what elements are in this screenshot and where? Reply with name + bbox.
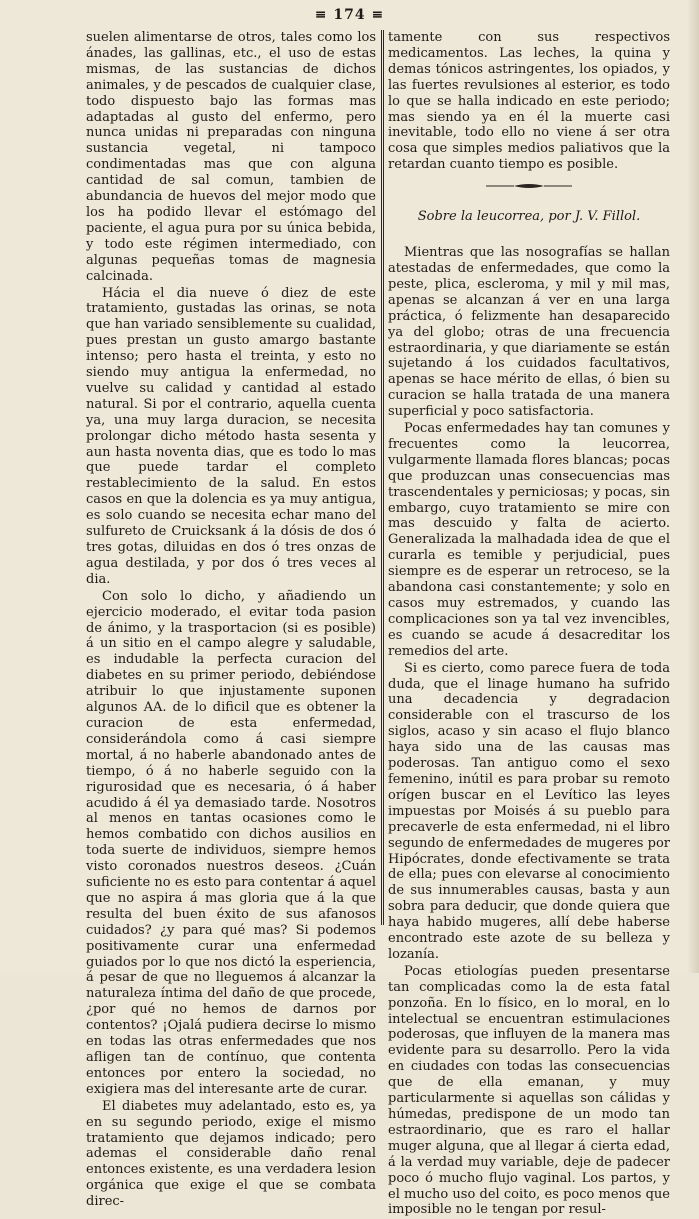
right-paragraph-1: Mientras que las nosografías se hallan atestadas de enfermedades, que como la peste, plica, escleroma, y mil y mil mas, apenas se alcanzan á ver en una larga práctica, ó felizmente han desaparecido ya del globo; otras de una frecuencia estraordinaria, y que diariamente se están sujetando á los cuidados facultativos, apenas se hace mérito de ellas, ó bien su curacion se halla tratada de una manera superficial y poco satisfactoria. [388,245,670,420]
right-column [388,30,670,1219]
left-paragraph-2: Hácia el dia nueve ó diez de este tratamiento, gustadas las orinas, se nota que han variado sensiblemente su cualidad, pues prestan un gusto amargo bastante intenso; pero hasta el treinta, y esto no siendo muy antigua la enfermedad, no vuelve su calidad y cantidad al estado natural. Si por el contrario, aquella cuenta ya, una muy larga duracion, se necesita prolongar dicho método hasta sesenta y aun hasta noventa dias, que es todo lo mas que puede tardar el completo restablecimiento de la salud. En estos casos en que la dolencia es ya muy antigua, es solo cuando se necesita echar mano del sulfureto de Cruicksank á la dósis de dos ó tres gotas, diluidas en dos ó tres onzas de agua destilada, y por dos ó tres veces al dia. [86,285,376,587]
left-paragraph-4: El diabetes muy adelantado, esto es, ya en su segundo periodo, exige el mismo tratamiento que dejamos indicado; pero ademas el considerable daño renal entonces existente, es una verdadera lesion orgánica que exige el que se combata direc- [86,1098,376,1210]
page-number [0,7,699,23]
page-number-left-dash: ≡ [314,7,328,23]
left-paragraph-3: Con solo lo dicho, y añadiendo un ejercicio moderado, el evitar toda pasion de ánimo, y la trasportacion (si es posible) á un sitio en el campo alegre y saludable, es indudable la perfecta curacion del diabetes en su primer periodo, debiéndose atribuir lo que injustamente suponen algunos AA. de lo dificil que es obtener la curacion de esta enfermedad, considerándola como á casi siempre mortal, á no haberle abandonado antes de tiempo, ó á no haberle seguido con la rigurosidad que es necesaria, ó á haber acudido á él ya demasiado tarde. Nosotros al menos en tantas ocasiones como le hemos combatido con dichos ausilios en toda suerte de individuos, siempre hemos visto coronados nuestros deseos. ¿Cuán suficiente no es esto para contentar á aquel que no aspira á mas gloria que á la que resulta del buen éxito de sus afanosos cuidados? ¿y para qué mas? Si podemos positivamente curar una enfermedad guiados por lo que nos dictó la esperiencia, á pesar de que no lleguemos á alcanzar la naturaleza íntima del daño de que procede, ¿por qué no hemos de darnos por contentos? ¡Ojalá pudiera decirse lo mismo en todas las otras enfermedades que nos afligen tan de contínuo, que contenta entonces por entero la sociedad, no exigiera mas del interesante arte de curar. [86,588,376,1097]
left-column [86,30,376,1211]
ornament-divider-icon [484,183,574,189]
page-number-value: 174 [333,7,366,23]
right-continuation-paragraph: tamente con sus respectivos medicamentos. Las leches, la quina y demas tónicos astringentes, los opiados, y las fuertes revulsiones al esterior, es todo lo que se halla indicado en este periodo; mas siendo ya en él la muerte casi inevitable, todo ello no viene á ser otra cosa que simples medios paliativos que la retardan cuanto tiempo es posible. [388,30,670,173]
right-paragraph-3: Si es cierto, como parece fuera de toda duda, que el linage humano ha sufrido una decadencia y degradacion considerable con el trascurso de los siglos, acaso y sin acaso el flujo blanco haya sido una de las causas mas poderosas. Tan antiguo como el sexo femenino, inútil es para probar su remoto orígen buscar en el Levítico las leyes impuestas por Moisés á su pueblo para precaverle de esta enfermedad, ni el libro segundo de enfermedades de mugeres por Hipócrates, donde efectivamente se trata de ella; pues con elevarse al conocimiento de sus innumerables causas, basta y aun sobra para deducir, que donde quiera que haya habido mugeres, allí debe haberse encontrado este azote de su belleza y lozanía. [388,660,670,962]
article-heading: Sobre la leucorrea, por J. V. Fillol. [417,209,641,225]
column-divider [381,30,384,925]
right-paragraph-4: Pocas etiologías pueden presentarse tan complicadas como la de esta fatal ponzoña. En lo físico, en lo moral, en lo intelectual se encuentran estimulaciones poderosas, que influyen de la manera mas evidente para su desarrollo. Pero la vida en ciudades con todas las consecuencias que de ella emanan, y muy particularmente si aquellas son cálidas y húmedas, predispone de un modo tan estraordinario, que es raro el hallar muger alguna, que al llegar á cierta edad, á la verdad muy variable, deje de padecer poco ó mucho flujo vaginal. Los partos, y el mucho uso del coito, es poco menos que imposible no le tengan por resul- [388,963,670,1218]
right-paragraph-2: Pocas enfermedades hay tan comunes y frecuentes como la leucorrea, vulgarmente llamada flores blancas; pocas que produzcan unas consecuencias mas trascendentales y perniciosas; y pocas, sin embargo, cuyo tratamiento se mire con mas descuido y falta de acierto. Generalizada la malhadada idea de que el curarla es temible y perjudicial, pues siempre es de esperar un retroceso, se la abandona casi constantemente; y solo en casos muy estremados, y cuando las complicaciones son ya tal vez invencibles, es cuando se acude á desacreditar los remedios del arte. [388,421,670,659]
left-paragraph-1: suelen alimentarse de otros, tales como los ánades, las gallinas, etc., el uso de estas mismas, de las sustancias de dichos animales, y de pescados de cualquier clase, todo dispuesto bajo las formas mas adaptadas al gusto del enfermo, pero nunca unidas ni preparadas con ninguna sustancia vegetal, ni tampoco condimentadas mas que con alguna cantidad de sal comun, tambien de abundancia de huevos del mejor modo que los ha podido llevar el estómago del paciente, el agua pura por su única bebida, y todo este régimen intermediado, con algunas pequeñas tomas de magnesia calcinada. [86,30,376,284]
page-edge-shadow [687,0,699,973]
page-number-right-dash: ≡ [371,7,385,23]
